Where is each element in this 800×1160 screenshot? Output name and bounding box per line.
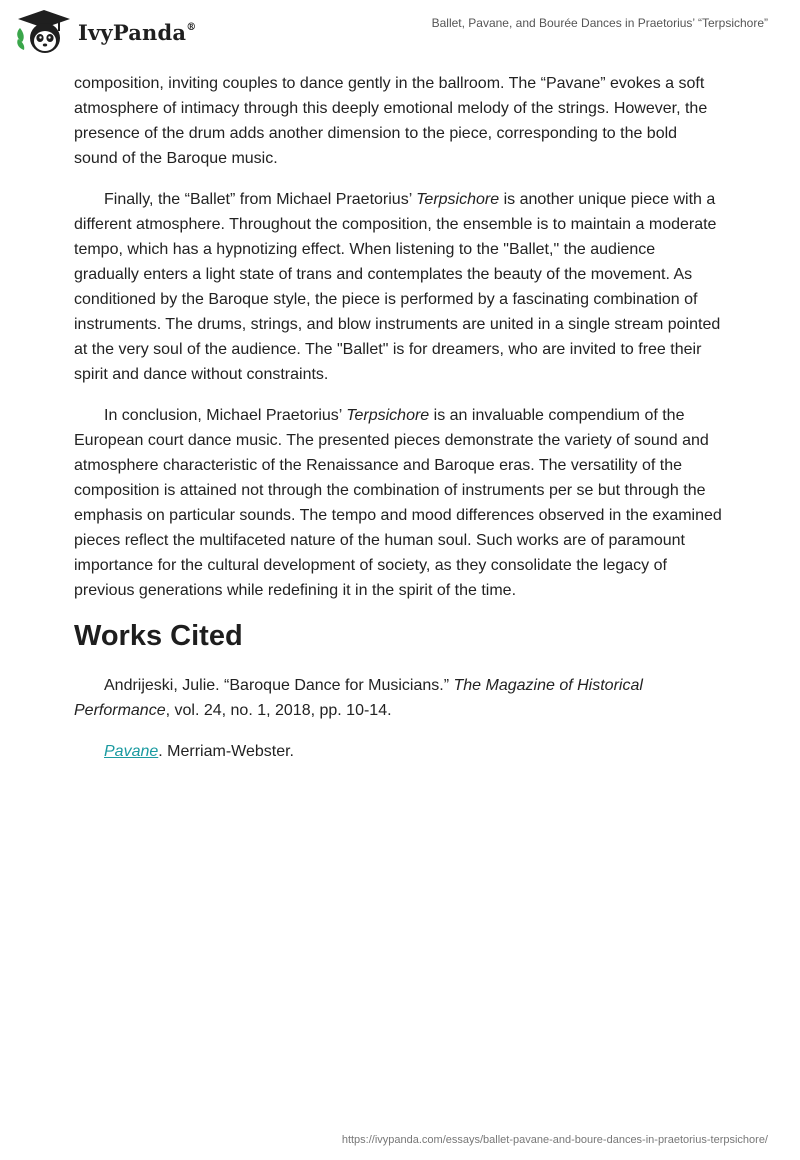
- citation-text: Andrijeski, Julie. “Baroque Dance for Musicians.”: [104, 677, 454, 694]
- document-title: Ballet, Pavane, and Bourée Dances in Praetorius’ “Terpsichore”: [431, 16, 768, 30]
- citation-text: . Merriam-Webster.: [158, 743, 294, 760]
- footer-url[interactable]: https://ivypanda.com/essays/ballet-pavane-and-boure-dances-in-praetorius-terpsichore/: [341, 1134, 768, 1146]
- paragraph-text: is another unique piece with a different atmosphere. Throughout the composition, the ensemble is to maintain a moderate tempo, which has a hypnotizing effect. When listening to the "Ballet," the audience gradually enters a light state of trans and contemplates the beauty of the movement. As conditioned by the Baroque style, the piece is performed by a fascinating combination of instruments. The drums, strings, and blow instruments are united in a single stream pointed at the very soul of the audience. The "Ballet" is for dreamers, who are invited to free their spirit and dance without constraints.: [74, 191, 721, 383]
- work-title-italic: Terpsichore: [416, 191, 500, 208]
- ivypanda-logo[interactable]: [14, 8, 204, 58]
- page-header: [0, 0, 800, 70]
- panda-graduate-icon: [14, 8, 74, 58]
- paragraph-text: is an invaluable compendium of the European court dance music. The presented pieces demonstrate the variety of sound and atmosphere characteristic of the Renaissance and Baroque eras. The versatility of the composition is attained not through the combination of instruments per se but through the emphasis on particular sounds. The tempo and mood differences observed in the examined pieces reflect the multifaceted nature of the human soul. Such works are of paramount importance for the cultural development of society, as they consolidate the legacy of previous generations while redefining it in the spirit of the time.: [74, 407, 722, 599]
- citation-pavane: [74, 739, 724, 764]
- pavane-link[interactable]: Pavane: [104, 743, 159, 760]
- essay-body: [74, 71, 724, 780]
- journal-title-italic: The Magazine of Historical Performance: [74, 677, 643, 719]
- paragraph-text: Finally, the “Ballet” from Michael Praetorius’: [104, 191, 417, 208]
- paragraph-text: In conclusion, Michael Praetorius’: [104, 407, 347, 424]
- work-title-italic: Terpsichore: [346, 407, 430, 424]
- brand-wordmark: IvyPanda: [78, 20, 187, 45]
- citation-andrijeski: [74, 673, 724, 723]
- registered-mark: ®: [186, 22, 197, 33]
- paragraph-conclusion: [74, 403, 724, 603]
- citation-text: , vol. 24, no. 1, 2018, pp. 10-14.: [165, 702, 392, 719]
- works-cited-heading: Works Cited: [74, 620, 243, 652]
- paragraph-pavane-continuation: composition, inviting couples to dance gently in the ballroom. The “Pavane” evokes a soft atmosphere of intimacy through this deeply emotional melody of the strings. However, the presence of the drum adds another dimension to the piece, corresponding to the bold sound of the Baroque music.: [74, 75, 708, 167]
- paragraph-ballet: [74, 187, 724, 387]
- brand-name: [78, 20, 196, 45]
